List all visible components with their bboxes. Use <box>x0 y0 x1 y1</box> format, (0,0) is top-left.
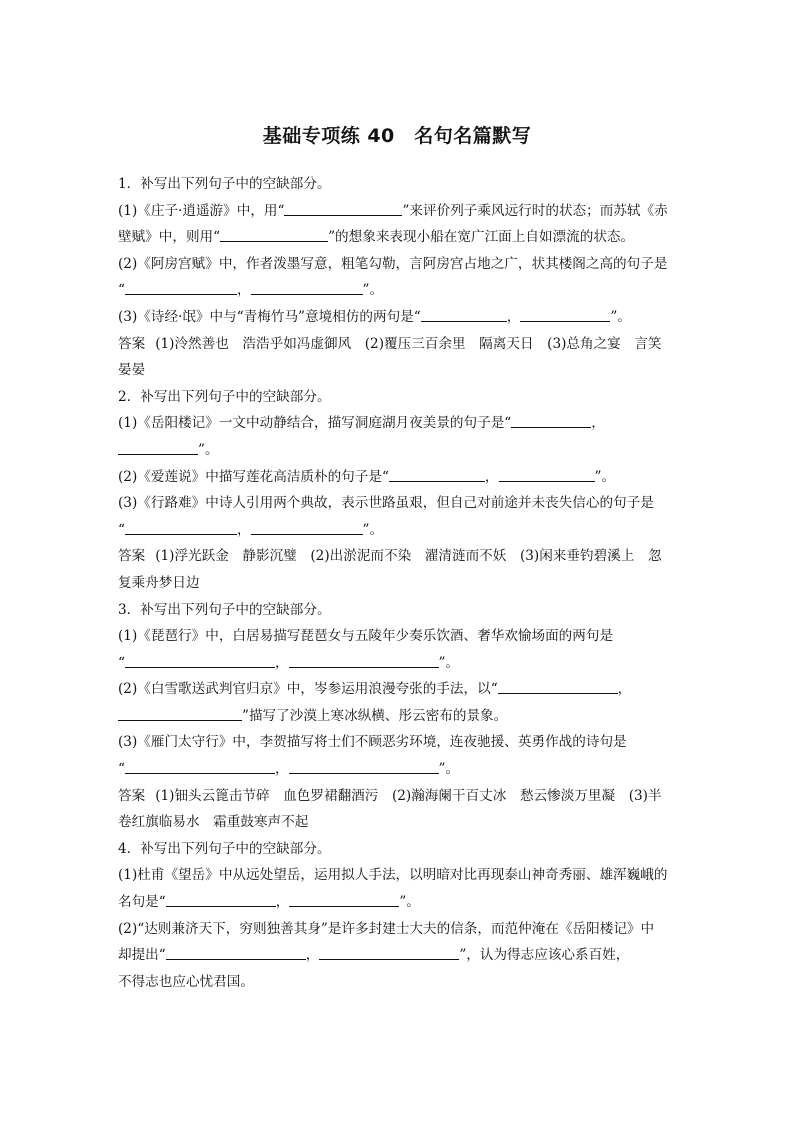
question-1-answer: 答案 (1)泠然善也 浩浩乎如冯虚御风 (2)覆压三百余里 隔离天日 (3)总角之宴 言笑 <box>118 335 662 352</box>
answer-blank[interactable] <box>520 307 610 322</box>
answer-blank[interactable] <box>251 280 363 295</box>
question-3-line-6: “ ， ”。 <box>118 761 460 778</box>
question-2-line-1: (1)《岳阳楼记》一文中动静结合，描写洞庭湖月夜美景的句子是“ ， <box>118 415 605 432</box>
answer-blank[interactable] <box>220 227 328 242</box>
answer-blank[interactable] <box>166 945 306 960</box>
question-3-line-2: “ ， ”。 <box>118 654 460 671</box>
answer-label: 答案 <box>118 787 146 804</box>
answer-blank[interactable] <box>389 467 485 482</box>
answer-blank[interactable] <box>498 679 618 694</box>
question-3-answer-cont: 卷红旗临易水 霜重鼓寒声不起 <box>118 814 309 831</box>
question-2-heading: 2．补写出下列句子中的空缺部分。 <box>118 388 331 405</box>
question-4-line-1: (1)杜甫《望岳》中从远处望岳，运用拟人手法，以明暗对比再现泰山神奇秀丽、雄浑巍峨的 <box>118 867 668 884</box>
question-4-line-2: 名句是“ ， ”。 <box>118 894 420 911</box>
answer-blank[interactable] <box>125 653 275 668</box>
answer-label: 答案 <box>118 335 146 352</box>
question-3-line-1: (1)《琵琶行》中，白居易描写琵琶女与五陵年少奏乐饮酒、奢华欢愉场面的两句是 <box>118 628 614 645</box>
question-4-heading: 4．补写出下列句子中的空缺部分。 <box>118 840 331 857</box>
answer-label: 答案 <box>118 548 146 565</box>
question-4-line-4: 却提出“ ， ”，认为得志应该心系百姓， <box>118 947 630 964</box>
question-1-heading: 1．补写出下列句子中的空缺部分。 <box>118 176 331 192</box>
answer-blank[interactable] <box>118 440 198 455</box>
answer-blank[interactable] <box>511 413 591 428</box>
answer-blank[interactable] <box>499 467 595 482</box>
question-2-answer: 答案 (1)浮光跃金 静影沉璧 (2)出淤泥而不染 濯清涟而不妖 (3)闲来垂钓碧溪上 忽 <box>118 548 662 565</box>
question-2-line-5: “ ， ”。 <box>118 521 384 538</box>
question-3-heading: 3．补写出下列句子中的空缺部分。 <box>118 601 331 618</box>
answer-blank[interactable] <box>289 759 439 774</box>
answer-blank[interactable] <box>125 520 237 535</box>
answer-blank[interactable] <box>125 280 237 295</box>
question-3-line-5: (3)《雁门太守行》中，李贺描写将士们不顾恶劣环境，连夜驰援、英勇作战的诗句是 <box>118 734 627 751</box>
answer-blank[interactable] <box>289 653 439 668</box>
question-4-line-5: 不得志也应心忧君国。 <box>118 973 254 990</box>
answer-blank[interactable] <box>284 201 402 216</box>
answer-blank[interactable] <box>421 307 507 322</box>
question-3-line-4: ”描写了沙漠上寒冰纵横、彤云密布的景象。 <box>118 703 678 730</box>
question-1-line-2: 壁赋》中，则用“ ”的想象来表现小船在宽广江面上自如漂流的状态。 <box>118 229 635 246</box>
question-2-answer-cont: 复乘舟梦日边 <box>118 574 200 591</box>
answer-blank[interactable] <box>118 706 242 721</box>
page-title: 基础专项练 40 名句名篇默写 <box>262 125 532 147</box>
question-4-line-3: (2)“达则兼济天下，穷则独善其身”是许多封建士大夫的信条，而范仲淹在《岳阳楼记》中 <box>118 920 655 937</box>
question-1-line-5: (3)《诗经·氓》中与“青梅竹马”意境相仿的两句是“ ， ”。 <box>118 308 631 325</box>
question-2-line-2: ”。 <box>118 437 678 464</box>
answer-blank[interactable] <box>166 892 276 907</box>
question-1-line-3: (2)《阿房宫赋》中，作者泼墨写意，粗笔勾勒，言阿房宫占地之广，状其楼阁之高的句子是 <box>118 255 668 272</box>
answer-blank[interactable] <box>125 759 275 774</box>
answer-blank[interactable] <box>319 945 459 960</box>
question-3-answer: 答案 (1)钿头云篦击节碎 血色罗裙翻酒污 (2)瀚海阑干百丈冰 愁云惨淡万里凝 (3)半 <box>118 787 662 804</box>
question-list <box>118 171 678 995</box>
answer-blank[interactable] <box>289 892 399 907</box>
question-1-answer-cont: 晏晏 <box>118 362 146 379</box>
question-2-line-3: (2)《爱莲说》中描写莲花高洁质朴的句子是“ ， ”。 <box>118 468 616 485</box>
question-2-line-4: (3)《行路难》中诗人引用两个典故，表示世路虽艰，但自己对前途并未丧失信心的句子是 <box>118 495 654 512</box>
answer-blank[interactable] <box>251 520 363 535</box>
question-1-line-4: “ ， ”。 <box>118 282 384 299</box>
question-3-line-3: (2)《白雪歌送武判官归京》中，岑参运用浪漫夸张的手法，以“ ， <box>118 681 632 698</box>
question-1-line-1: (1)《庄子·逍遥游》中，用“ ”来评价列子乘风远行时的状态；而苏轼《赤 <box>118 202 668 219</box>
